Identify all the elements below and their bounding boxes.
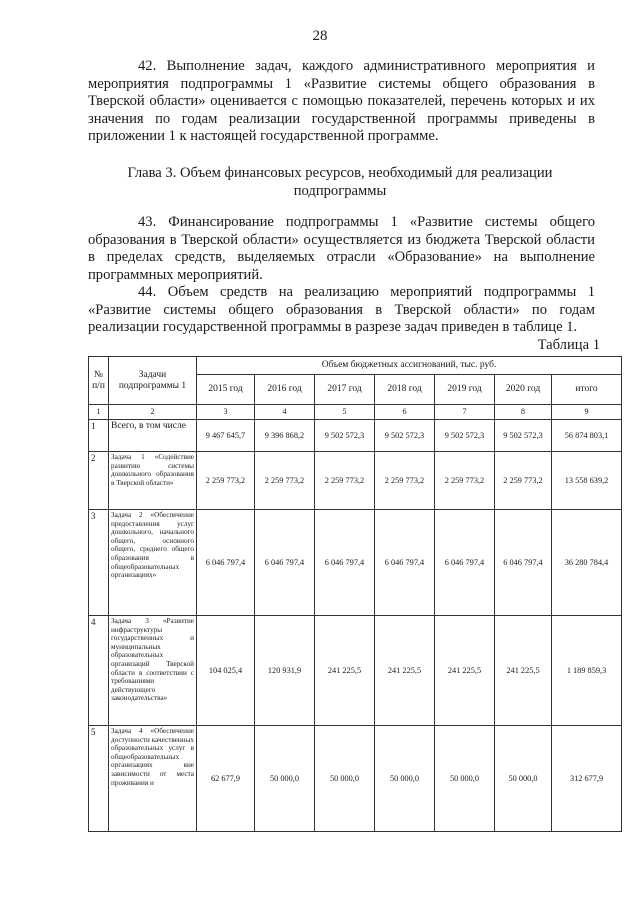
paragraph-44: 44. Объем средств на реализацию мероприятий подпрограммы 1 «Развитие системы общего образования в Тверской области» по годам реализации государственной программы в разрезе задач приведен в таблице 1.: [88, 284, 595, 335]
table-row: [89, 726, 622, 832]
row-value: 50 000,0: [255, 726, 315, 832]
row-value: 50 000,0: [435, 726, 495, 832]
header-num: № п/п: [89, 357, 109, 405]
index-cell: 6: [375, 405, 435, 420]
row-value: 9 502 572,3: [435, 420, 495, 452]
row-value: 2 259 773,2: [255, 452, 315, 510]
index-cell: 7: [435, 405, 495, 420]
header-year: 2016 год: [255, 375, 315, 405]
row-value: 2 259 773,2: [315, 452, 375, 510]
table-row: [89, 616, 622, 726]
page-number: 28: [312, 28, 328, 44]
financing-table: [88, 356, 622, 832]
row-value: 13 558 639,2: [552, 452, 622, 510]
paragraph-43: 43. Финансирование подпрограммы 1 «Развитие системы общего образования в Тверской области» осуществляется из бюджета Тверской области в пределах средств, выделяемых отрасли «Образование» на выполнение программных мероприятий.: [88, 214, 595, 283]
row-value: 6 046 797,4: [255, 510, 315, 616]
row-task: Задача 2 «Обеспечение предоставления услуг дошкольного, начального общего, основного общего, среднего общего образования в общеобразовательных организациях»: [109, 510, 197, 616]
row-value: 50 000,0: [495, 726, 552, 832]
header-total: итого: [552, 375, 622, 405]
index-cell: 3: [197, 405, 255, 420]
row-task: Задача 3 «Развитие инфраструктуры государственных и муниципальных образовательных организаций Тверской области в соответствии с требованиями действующего законодательства»: [109, 616, 197, 726]
row-value: 9 502 572,3: [315, 420, 375, 452]
chapter-heading: Глава 3. Объем финансовых ресурсов, необходимый для реализации подпрограммы: [127, 165, 553, 199]
header-year: 2015 год: [197, 375, 255, 405]
row-task: Задача 4 «Обеспечение доступности качественных образовательных услуг в общеобразовательных организациях вне зависимости от места проживания и: [109, 726, 197, 832]
row-value: 241 225,5: [435, 616, 495, 726]
paragraph-42: 42. Выполнение задач, каждого административного мероприятия и мероприятия подпрограммы 1 «Развитие системы общего образования в Тверской области» оценивается с помощью показателей, перечень которых и их значения по годам реализации государственной программы приведены в приложении 1 к настоящей государственной программе.: [88, 58, 595, 144]
row-value: 9 502 572,3: [495, 420, 552, 452]
index-cell: 1: [89, 405, 109, 420]
index-cell: 4: [255, 405, 315, 420]
row-number: 5: [89, 726, 109, 832]
row-value: 6 046 797,4: [375, 510, 435, 616]
row-value: 2 259 773,2: [197, 452, 255, 510]
row-task: Задача 1 «Содействие развитию системы дошкольного образования в Тверской области»: [109, 452, 197, 510]
row-value: 6 046 797,4: [315, 510, 375, 616]
index-row: [89, 405, 622, 420]
row-value: 120 931,9: [255, 616, 315, 726]
table-row: [89, 452, 622, 510]
row-value: 241 225,5: [495, 616, 552, 726]
row-number: 4: [89, 616, 109, 726]
index-cell: 9: [552, 405, 622, 420]
row-value: 56 874 803,1: [552, 420, 622, 452]
row-value: 9 502 572,3: [375, 420, 435, 452]
row-task: Всего, в том числе: [109, 420, 197, 452]
row-value: 9 396 868,2: [255, 420, 315, 452]
row-value: 36 280 784,4: [552, 510, 622, 616]
row-value: 6 046 797,4: [197, 510, 255, 616]
row-number: 1: [89, 420, 109, 452]
row-value: 2 259 773,2: [375, 452, 435, 510]
header-year: 2020 год: [495, 375, 552, 405]
row-number: 3: [89, 510, 109, 616]
row-value: 104 025,4: [197, 616, 255, 726]
table-caption: Таблица 1: [537, 337, 600, 353]
row-value: 241 225,5: [375, 616, 435, 726]
row-value: 2 259 773,2: [435, 452, 495, 510]
index-cell: 8: [495, 405, 552, 420]
row-value: 241 225,5: [315, 616, 375, 726]
row-value: 1 189 859,3: [552, 616, 622, 726]
row-value: 50 000,0: [315, 726, 375, 832]
index-cell: 2: [109, 405, 197, 420]
row-value: 2 259 773,2: [495, 452, 552, 510]
row-value: 6 046 797,4: [495, 510, 552, 616]
row-value: 62 677,9: [197, 726, 255, 832]
header-year: 2017 год: [315, 375, 375, 405]
row-value: 50 000,0: [375, 726, 435, 832]
header-year: 2018 год: [375, 375, 435, 405]
row-value: 312 677,9: [552, 726, 622, 832]
row-value: 9 467 645,7: [197, 420, 255, 452]
header-budget: Объем бюджетных ассигнований, тыс. руб.: [197, 357, 622, 375]
table-row: [89, 510, 622, 616]
header-year: 2019 год: [435, 375, 495, 405]
table-row: [89, 420, 622, 452]
index-cell: 5: [315, 405, 375, 420]
row-value: 6 046 797,4: [435, 510, 495, 616]
header-tasks: Задачи подпрограммы 1: [109, 357, 197, 405]
row-number: 2: [89, 452, 109, 510]
